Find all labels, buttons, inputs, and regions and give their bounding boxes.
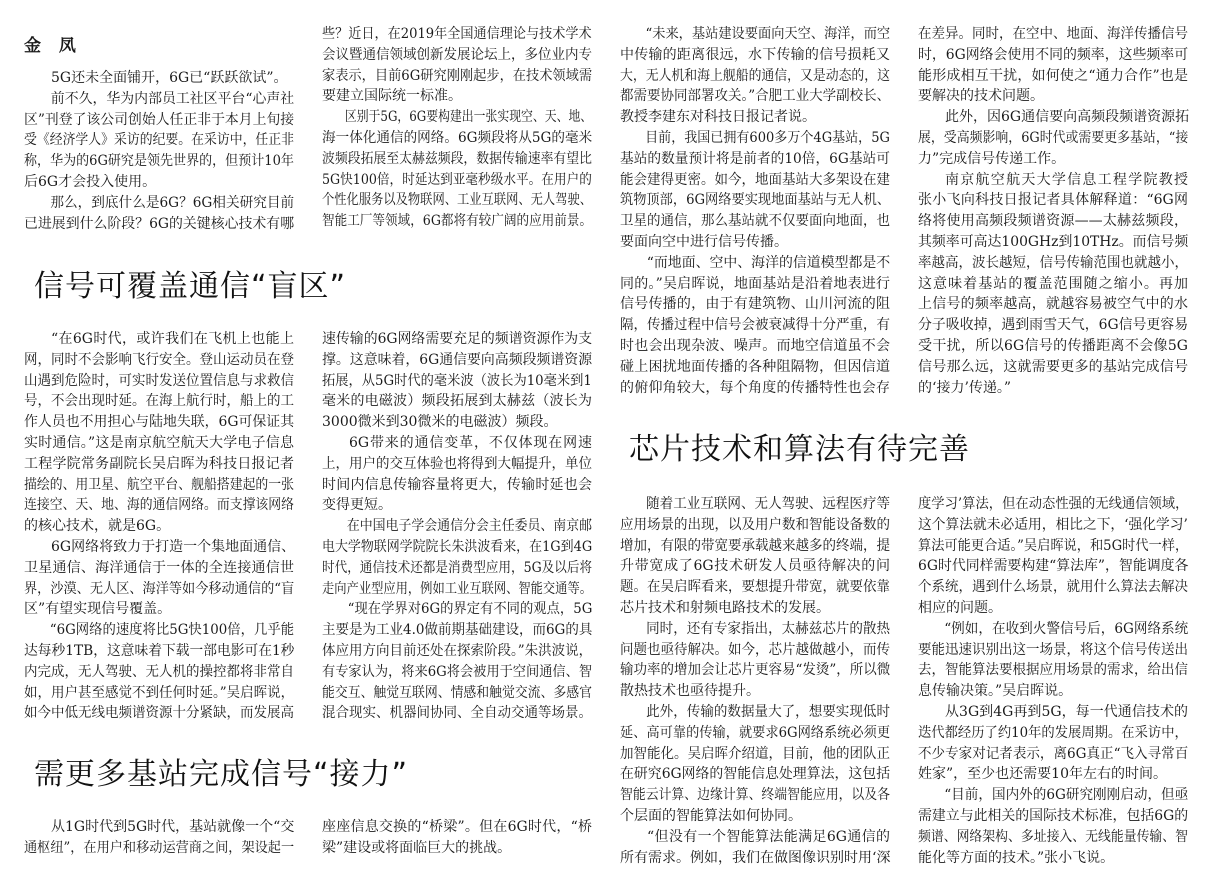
text-line: 能会建得更密。如今，地面基站大多架设在建 xyxy=(620,171,890,188)
text-line: 那么，到底什么是6G？6G相关研究目前 xyxy=(50,194,295,211)
text-line: 在差异。同时，在空中、地面、海洋传播信号 xyxy=(918,26,1188,42)
section-heading-relay: 需更多基站完成信号“接力” xyxy=(34,757,409,792)
text-line: 这意味着基站的覆盖范围随之缩小。再加 xyxy=(918,275,1188,292)
text-line: “例如，在收到火警信号后，6G网络系统 xyxy=(944,620,1189,637)
paragraph xyxy=(24,89,294,193)
text-line: 络将使用高频段频谱资源——太赫兹频段， xyxy=(918,213,1188,230)
paragraph xyxy=(918,785,1188,868)
text-line: 教授李建东对科技日报记者说。 xyxy=(620,109,816,126)
paragraph xyxy=(620,702,890,827)
text-line: 会议暨通信领域创新发展论坛上，多位业内专 xyxy=(322,46,592,63)
text-line: 相应的问题。 xyxy=(918,599,1002,616)
text-line: 此外，因6G通信要向高频段频谱资源拓 xyxy=(945,109,1190,126)
text-line: 区”有望实现信号覆盖。 xyxy=(24,601,172,618)
paragraph xyxy=(918,702,1188,785)
text-line: 姓家”，至少也还需要10年左右的时间。 xyxy=(918,766,1167,783)
text-line: 的俯仰角较大，每个角度的传播特性也会存 xyxy=(620,379,890,396)
text-line: 内完成，无人驾驶、无人机的操控都将非常自 xyxy=(24,663,294,680)
text-line: 迭代都经历了约10年的发展周期。在采访中， xyxy=(918,724,1188,741)
text-line: 同的。”吴启晖说，地面基站是沿着地表进行 xyxy=(620,275,890,292)
paragraph xyxy=(24,68,294,89)
text-line: 的核心技术，就是6G。 xyxy=(24,518,171,535)
text-line: 智能工厂等领域，6G都将有较广阔的应用前景。 xyxy=(322,213,593,230)
text-line: “6G网络的速度将比5G快100倍，几乎能 xyxy=(49,622,295,639)
text-line: 所有需求。例如，我们在做图像识别时用‘深 xyxy=(620,849,891,866)
text-line: 从3G到4G再到5G，每一代通信技术的 xyxy=(945,703,1188,720)
text-column-block xyxy=(322,329,592,724)
text-line: 已进展到什么阶段？6G的关键核心技术有哪 xyxy=(24,215,295,232)
text-line: 去，智能算法要根据应用场景的需求，给出信 xyxy=(918,662,1188,679)
text-line: 称，华为的6G研究是领先世界的，但预计10年 xyxy=(24,153,294,170)
text-line: 连接空、天、地、海的通信网络。而支撑该网络 xyxy=(24,497,294,514)
text-line: 信号那么远，这就需要更多的基站完成信号 xyxy=(918,358,1188,375)
paragraph xyxy=(322,817,592,859)
text-line: “在6G时代，或许我们在飞机上也能上 xyxy=(51,331,294,347)
text-line: 散热技术也亟待提升。 xyxy=(620,683,760,700)
text-column-block xyxy=(322,24,592,232)
paragraph xyxy=(918,170,1188,399)
text-line: 其频率可高达100GHz到10THz。而信号频 xyxy=(918,233,1189,250)
text-line: 通枢纽”，在用户和移动运营商之间，架设起一 xyxy=(24,839,295,856)
text-line: 展，受高频影响，6G时代或需要更多基站，“接 xyxy=(918,129,1189,146)
paragraph xyxy=(620,619,890,702)
text-line: 智能云计算、边缘计算、终端智能应用，以及各 xyxy=(620,787,890,804)
text-line: “但没有一个智能算法能满足6G通信的 xyxy=(647,828,890,845)
paragraph xyxy=(918,107,1188,169)
text-line: 个系统，遇到什么场景，就用什么算法去解决 xyxy=(918,579,1188,596)
text-line: 座座信息交换的“桥梁”。但在6G时代，“桥 xyxy=(322,819,592,835)
text-line: 海一体化通信的网络。6G频段将从5G的毫米 xyxy=(322,129,593,146)
text-line: 南京航空航天大学信息工程学院教授 xyxy=(945,171,1188,188)
text-line: 能化等方面的技术。”张小飞说。 xyxy=(918,849,1115,866)
text-line: 加智能化。吴启晖介绍道，目前，他的团队正 xyxy=(620,745,890,762)
text-column-block xyxy=(24,68,294,234)
paragraph xyxy=(620,827,890,869)
paragraph xyxy=(322,599,592,724)
paragraph xyxy=(918,24,1188,107)
text-line: 率越高，波长越短，信号传输范围也就越小， xyxy=(918,254,1188,271)
paragraph xyxy=(322,107,592,232)
text-line: 个性化服务以及物联网、工业互联网、无人驾驶、 xyxy=(322,192,592,209)
text-line: 的‘接力’传递。” xyxy=(918,379,1012,396)
text-line: 大，无人机和海上舰船的通信，又是动态的，这 xyxy=(620,67,890,84)
text-line: 上，用户的交互体验也将得到大幅提升，单位 xyxy=(322,455,592,472)
text-line: 升带宽成了6G技术研发人员亟待解决的问 xyxy=(620,558,890,575)
text-line: 个层面的智能算法如何协同。 xyxy=(620,807,802,824)
text-line: 实时通信。”这是南京航空航天大学电子信息 xyxy=(24,434,294,451)
text-line: “现在学界对6G的界定有不同的观点，5G xyxy=(347,601,593,618)
text-line: 输功率的增加会让芯片更容易“发烫”，所以微 xyxy=(620,662,891,679)
text-line: 算法可能更合适。”吴启晖说，和5G时代一样， xyxy=(918,537,1189,554)
text-line: 延、高可靠的传输，就要求6G网络系统必须更 xyxy=(620,724,891,741)
text-line: 区别于5G，6G要构建出一张实现空、天、地、 xyxy=(344,109,593,126)
text-line: 体应用方向目前还处在探索阶段。”朱洪波说， xyxy=(322,642,593,659)
text-line: 6G带来的通信变革，不仅体现在网速 xyxy=(349,434,592,451)
text-line: 度学习’算法，但在动态性强的无线通信领域， xyxy=(918,496,1189,512)
paragraph xyxy=(918,619,1188,702)
section-heading-blind-zone: 信号可覆盖通信“盲区” xyxy=(34,269,347,304)
text-line: 混合现实、机器间协同、全自动交通等场景。 xyxy=(322,705,592,722)
text-line: 工程学院常务副院长吴启晖为科技日报记者 xyxy=(24,455,294,472)
text-line: 6G网络将致力于打造一个集地面通信、 xyxy=(51,538,296,555)
text-line: 芯片技术和射频电路技术的发展。 xyxy=(620,599,830,616)
text-line: 随着工业互联网、无人驾驶、远程医疗等 xyxy=(646,496,890,512)
text-line: 都需要协同部署攻关。”合肥工业大学副校长、 xyxy=(620,88,891,105)
text-line: 卫星通信、海洋通信于一体的全连接通信世 xyxy=(24,559,294,576)
text-line: 前不久，华为内部员工社区平台“心声社 xyxy=(50,90,295,107)
text-line: 如，用户甚至感觉不到任何时延。”吴启晖说， xyxy=(24,684,295,701)
paragraph xyxy=(918,494,1188,619)
text-line: 电大学物联网学院院长朱洪波看来，在1G到4G xyxy=(322,538,593,555)
text-line: 从1G时代到5G时代，基站就像一个“交 xyxy=(51,819,295,835)
text-column-block xyxy=(918,24,1188,398)
text-line: 分子吸收掉，遇到雨雪天气，6G信号更容易 xyxy=(918,317,1189,334)
text-line: “而地面、空中、海洋的信道模型都是不 xyxy=(646,254,891,271)
text-column-block xyxy=(322,817,592,859)
text-line: 增加，有限的带宽要承载越来越多的终端，提 xyxy=(620,537,890,554)
text-line: 问题也亟待解决。如今，芯片越做越小，而传 xyxy=(620,641,890,658)
text-line: 波频段拓展至太赫兹频段，数据传输速率有望比 xyxy=(322,150,592,167)
text-line: 张小飞向科技日报记者具体解释道：“6G网 xyxy=(918,192,1188,209)
text-line: 中传输的距离很远，水下传输的信号损耗又 xyxy=(620,46,890,63)
text-column-block xyxy=(620,494,890,868)
text-line: 山遇到危险时，可实时发送位置信息与求救信 xyxy=(24,372,294,389)
text-line: 拓展，从5G时代的毫米波（波长为10毫米到1 xyxy=(322,372,592,389)
text-line: 同时，还有专家指出，太赫兹芯片的散热 xyxy=(646,620,890,637)
text-line: 这个算法就未必适用，相比之下，‘强化学习’ xyxy=(918,516,1188,533)
section-heading-chips-algorithms: 芯片技术和算法有待完善 xyxy=(629,432,970,467)
text-line: 要面向空中进行信号传播。 xyxy=(620,233,788,250)
text-line: 速传输的6G网络需要充足的频谱资源作为支 xyxy=(322,331,593,347)
text-column-block xyxy=(24,817,294,859)
paragraph xyxy=(24,537,294,620)
paragraph xyxy=(322,329,592,433)
paragraph xyxy=(322,433,592,516)
text-line: 5G快100倍，时延达到亚毫秒级水平。在用户的 xyxy=(322,171,592,188)
text-line: 能交互、触觉互联网、情感和触觉交流、多感官 xyxy=(322,684,592,701)
text-line: 作人员也不用担心与陆地失联，6G可保证其 xyxy=(24,414,295,431)
text-line: 上信号的频率越高，就越容易被空气中的水 xyxy=(918,296,1188,313)
text-line: 界，沙漠、无人区、海洋等如今移动通信的“盲 xyxy=(24,580,295,597)
text-line: 撑。这意味着，6G通信要向高频段频谱资源 xyxy=(322,351,593,368)
text-line: 需建立与此相关的国际技术标准，包括6G的 xyxy=(918,807,1189,824)
text-column-block xyxy=(620,24,890,398)
paragraph xyxy=(620,494,890,619)
text-line: 力”完成信号传递工作。 xyxy=(918,150,1066,167)
text-line: 卫星的通信，那么基站就不仅要面向地面，也 xyxy=(620,213,890,230)
paragraph xyxy=(24,329,294,537)
paragraph xyxy=(322,24,592,107)
text-line: 题。在吴启晖看来，要想提升带宽，就要依靠 xyxy=(620,579,890,596)
text-line: 不少专家对记者表示，离6G真正“飞入寻常百 xyxy=(918,745,1189,762)
paragraph xyxy=(24,193,294,235)
text-line: 有专家认为，将来6G将会被用于空间通信、智 xyxy=(322,663,593,680)
text-line: 区”刊登了该公司创始人任正非于本月上旬接 xyxy=(24,111,295,128)
text-column-block xyxy=(918,494,1188,868)
text-line: 主要是为工业4.0做前期基础建设，而6G的具 xyxy=(322,622,593,639)
text-line: 目前，我国已拥有600多万个4G基站，5G xyxy=(645,129,890,146)
text-line: 时代，通信技术还都是消费型应用，5G及以后将 xyxy=(322,559,593,576)
text-line: 频谱、网络架构、多址接入、无线能量传输、智 xyxy=(918,828,1188,845)
text-line: 网，同时不会影响飞行安全。登山运动员在登 xyxy=(24,351,294,368)
text-column-block xyxy=(24,329,294,724)
text-line: 在中国电子学会通信分会主任委员、南京邮 xyxy=(346,518,592,535)
text-line: 些？近日，在2019年全国通信理论与技术学术 xyxy=(322,26,592,42)
text-line: 此外，传输的数据量大了，想要实现低时 xyxy=(646,703,890,720)
text-line: 时，6G网络会使用不同的频率，这些频率可 xyxy=(918,46,1189,63)
text-line: 6G时代同样需要构建“算法库”，智能调度各 xyxy=(918,558,1189,575)
text-line: 时也会出现杂波、噪声。而地空信道虽不会 xyxy=(620,337,890,354)
text-line: 筑物顶部，6G网络要实现地面基站与无人机、 xyxy=(620,192,891,209)
text-line: “未来，基站建设要面向天空、海洋，而空 xyxy=(645,26,891,42)
text-line: 息传输决策。”吴启晖说。 xyxy=(918,683,1073,700)
paragraph xyxy=(620,128,890,253)
text-line: 走向产业型应用，例如工业互联网、智能交通等。 xyxy=(322,580,592,597)
text-line: “目前，国内外的6G研究刚刚启动，但亟 xyxy=(944,787,1189,804)
text-line: 受干扰，所以6G信号的传播距离不会像5G xyxy=(918,337,1188,354)
text-line: 基站的数量预计将是前者的10倍，6G基站可 xyxy=(620,150,890,167)
text-line: 应用场景的出现，以及用户数和智能设备数的 xyxy=(620,516,890,533)
text-line: 受《经济学人》采访的纪要。在采访中，任正非 xyxy=(24,132,294,149)
text-line: 5G还未全面铺开，6G已“跃跃欲试”。 xyxy=(51,70,288,86)
text-line: 毫米的电磁波）频段拓展到太赫兹（波长为 xyxy=(322,393,592,410)
text-line: 家表示，目前6G研究刚刚起步，在技术领域需 xyxy=(322,67,593,84)
text-line: 变得更短。 xyxy=(322,497,392,514)
paragraph xyxy=(24,620,294,724)
text-line: 隔，传播过程中信号会被衰减得十分严重，有 xyxy=(620,317,890,334)
text-line: 在研究6G网络的智能信息处理算法，这包括 xyxy=(620,766,891,783)
text-line: 要建立国际统一标准。 xyxy=(322,88,462,105)
paragraph xyxy=(24,817,294,859)
text-line: 能形成相互干扰，如何使之“通力合作”也是 xyxy=(918,67,1188,84)
paragraph xyxy=(620,253,890,399)
paragraph xyxy=(620,24,890,128)
text-line: 达每秒1TB，这意味着下载一部电影可在1秒 xyxy=(24,642,295,659)
text-line: 如今中低无线电频谱资源十分紧缺，而发展高 xyxy=(24,705,294,722)
text-line: 3000微米到30微米的电磁波）频段。 xyxy=(322,414,558,431)
text-line: 信号传播的，由于有建筑物、山川河流的阻 xyxy=(620,296,890,313)
paragraph xyxy=(322,516,592,599)
text-line: 要解决的技术问题。 xyxy=(918,88,1044,105)
text-line: 梁”建设或将面临巨大的挑战。 xyxy=(322,839,512,856)
text-line: 碰上困扰地面传播的各种阻隔物，但因信道 xyxy=(620,358,890,375)
text-line: 号，不会出现时延。在海上航行时，船上的工 xyxy=(24,393,294,410)
text-line: 描绘的、用卫星、航空平台、舰船搭建起的一张 xyxy=(24,476,294,493)
author-byline: 金 凤 xyxy=(24,36,82,56)
text-line: 后6G才会投入使用。 xyxy=(24,173,157,190)
text-line: 时间内信息传输容量将更大，传输时延也会 xyxy=(322,476,592,493)
text-line: 要能迅速识别出这一场景，将这个信号传送出 xyxy=(918,641,1188,658)
